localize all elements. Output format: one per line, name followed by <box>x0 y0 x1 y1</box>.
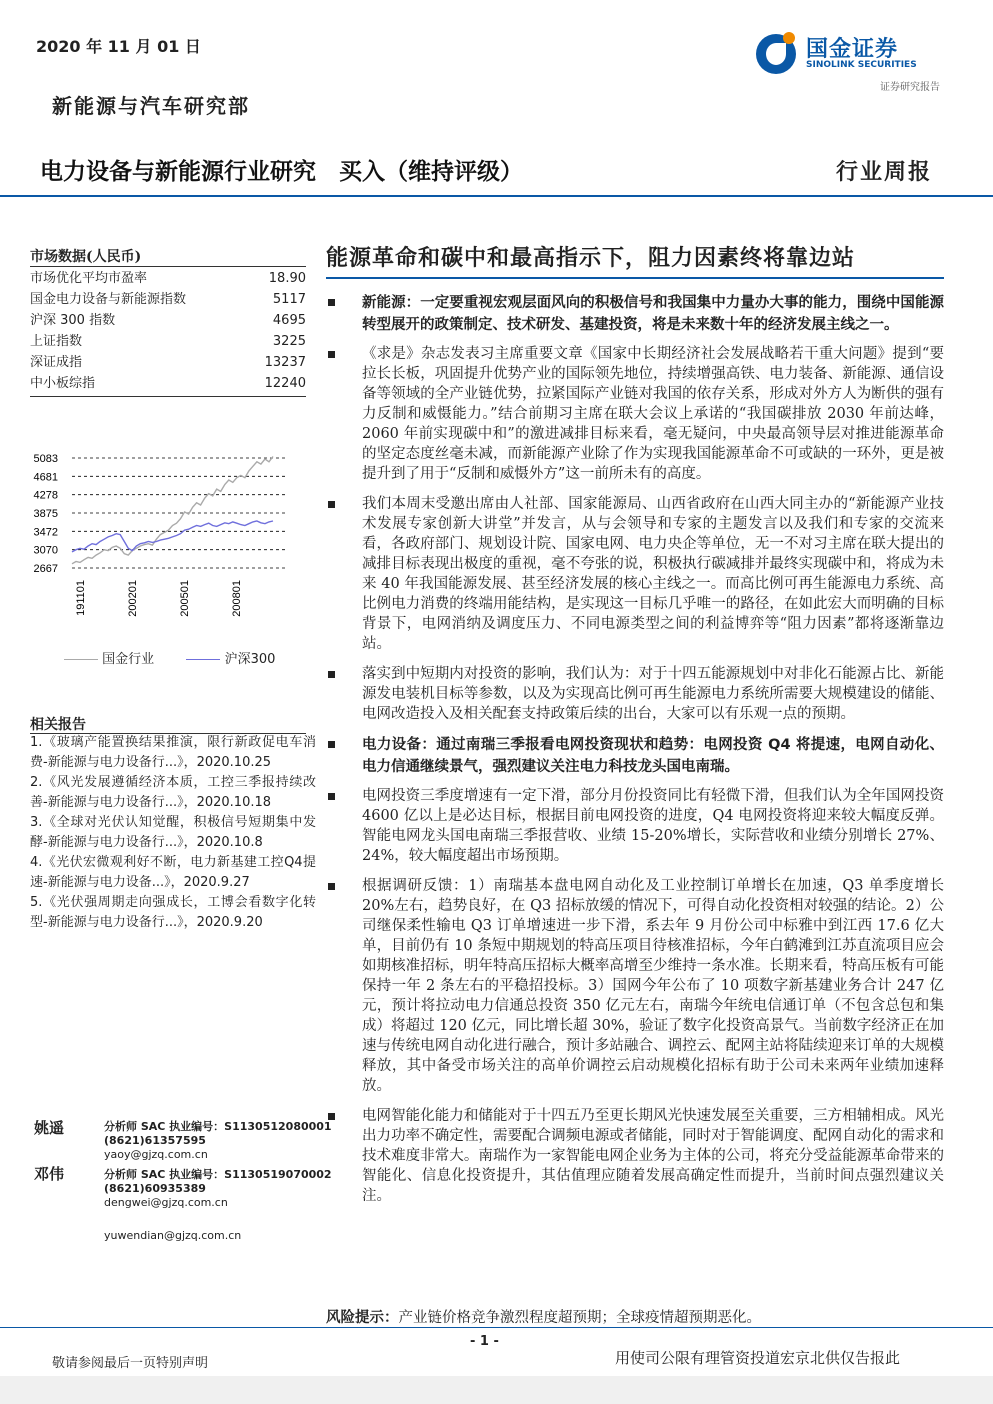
bullet-paragraph: 电力设备：通过南瑞三季报看电网投资现状和趋势：电网投资 Q4 将提速，电网自动化、电力信通继续景气，强烈建议关注电力科技龙头国电南瑞。 <box>326 734 944 778</box>
market-data-title: 市场数据(人民币) <box>30 249 142 265</box>
market-data-row: 国金电力设备与新能源指数 5117 <box>30 292 306 307</box>
analyst-email[interactable]: dengwei@gjzq.com.cn <box>104 1196 228 1209</box>
footer-disclaimer: 敬请参阅最后一页特别声明 <box>52 1356 209 1371</box>
related-reports-list <box>30 733 316 933</box>
series-line <box>72 457 273 564</box>
footer-divider <box>0 1327 993 1328</box>
bullet-paragraph: 根据调研反馈：1）南瑞基本盘电网自动化及工业控制订单增长在加速，Q3 单季度增长 20%左右，趋势良好，在 Q3 招标放缓的情况下，可得自动化投资相对较强的结论。2）公司继保柔性输电 Q3 订单增速进一步下滑，系去年 9 月份公司中标雅中到江西 17.6 亿大单，目前仍有 10 条短中期规划的特高压项目待核准招标，今年白鹤滩到江苏直流项目应会如期核准招标，明年特高压招标大概率高增至少维持一条水准。长期来看，特高压板有可能保持一年 2 条左右的平稳招投标。3）国网今年公布了 10 项数字新基建业务合计 247 亿元，预计将拉动电力信通总投资 350 亿元左右，南瑞今年统电信通订单（不包含总包和集成）将超过 120 亿元，同比增长超 30%，验证了数字化投资高景气。当前数字经济正在加速与传统电网自动化进行融合，预计多站融合、调控云、配网主站将陆续迎来订单的大规模释放，其中备受市场关注的高单价调控云启动规模化招标有助于公司未来两年业绩加速释放。 <box>326 876 944 1096</box>
brand-name-cn: 国金证券 <box>806 37 899 62</box>
y-tick-label: 4681 <box>33 471 58 484</box>
y-tick-label: 2667 <box>33 563 58 575</box>
contact-email[interactable]: yuwendian@gjzq.com.cn <box>104 1229 242 1242</box>
bullet-paragraph: 我们本周末受邀出席由人社部、国家能源局、山西省政府在山西大同主办的“新能源产业技术发展专家创新大讲堂”并发言，从与会领导和专家的主题发言以及我们和专家的交流来看，各政府部门、规划设计院、国家电网、电力央企等单位，无一不对习主席在联大提出的减排目标表现出极度的重视，毫不夸张的说，积极执行碳减排并最终实现碳中和，将成为未来 40 年我国能源发展、甚至经济发展的核心主线之一。而高比例可再生能源电力系统、高比例电力消费的终端用能结构，是实现这一目标几乎唯一的路径，在如此宏大而明确的目标背景下，电网消纳及调度压力、不同电源类型之间的利益博弈等“阻力因素”都将逐渐靠边站。 <box>326 494 944 654</box>
footer-watermark-text: 用使司公限有理管资投道宏京北供仅告报此 <box>615 1349 901 1367</box>
y-tick-label: 4278 <box>33 489 58 502</box>
analyst-info: 分析师 SAC 执业编号：S1130519070002 (8621)60935389 dengwei@gjzq.com.cn <box>104 1168 332 1209</box>
department: 新能源与汽车研究部 <box>52 94 250 118</box>
y-tick-label: 5083 <box>33 453 58 465</box>
y-tick-label: 3070 <box>33 544 58 557</box>
market-data-row: 深证成指 13237 <box>30 355 306 370</box>
analyst-email[interactable]: yaoy@gjzq.com.cn <box>104 1148 208 1161</box>
x-tick-label: 191101 <box>75 580 87 616</box>
main-content <box>326 292 944 1216</box>
market-data-rule-top <box>30 266 306 267</box>
main-title: 能源革命和碳中和最高指示下，阻力因素终将靠边站 <box>326 245 856 271</box>
legend-swatch-index <box>186 659 220 660</box>
footer-band <box>0 1376 993 1404</box>
market-data-table <box>30 268 306 394</box>
market-data-row: 沪深 300 指数 4695 <box>30 313 306 328</box>
analyst-name: 姚遥 <box>34 1119 65 1137</box>
page-number: - 1 - <box>470 1334 499 1349</box>
legend-swatch-industry <box>64 659 98 660</box>
bullet-paragraph: 电网智能化能力和储能对于十四五乃至更长期风光快速发展至关重要，三方相辅相成。风光出力功率不确定性，需要配合调频电源或者储能，同时对于智能调度、配网自动化的需求和技术难度非常大。南瑞作为一家智能电网企业务为主体的公司，将充分受益能源革命带来的智能化、信息化投资提升，其估值理应随着发展高确定性而提升，当前时间点强烈建议关注。 <box>326 1106 944 1206</box>
x-tick-label: 200801 <box>231 580 243 617</box>
brand-logo <box>756 32 946 92</box>
logo-mark-icon <box>756 34 796 74</box>
y-tick-label: 3875 <box>33 508 58 520</box>
market-data-rule-bottom <box>30 396 306 397</box>
related-reports-title: 相关报告 <box>30 717 86 733</box>
report-type: 行业周报 <box>836 159 933 185</box>
x-tick-label: 200501 <box>179 580 191 617</box>
analyst-name: 邓伟 <box>34 1165 65 1183</box>
header-divider <box>0 195 993 197</box>
related-report-link[interactable]: 4.《光伏宏微观利好不断，电力新基建工控Q4提速-新能源与电力设备...》，2020.9.27 <box>30 855 316 890</box>
y-tick-label: 3472 <box>33 526 58 539</box>
risk-label: 风险提示： <box>326 1309 399 1326</box>
x-tick-label: 200201 <box>127 580 139 617</box>
risk-text: 产业链价格竞争激烈程度超预期；全球疫情超预期恶化。 <box>398 1310 761 1326</box>
related-report-link[interactable]: 3.《全球对光伏认知觉醒，积极信号短期集中发酵-新能源与电力设备行...》，2020.10.8 <box>30 815 316 850</box>
market-data-row: 市场优化平均市盈率 18.90 <box>30 271 306 286</box>
market-data-row: 上证指数 3225 <box>30 334 306 349</box>
bullet-paragraph: 落实到中短期内对投资的影响，我们认为：对于十四五能源规划中对非化石能源占比、新能源发电装机目标等参数，以及为实现高比例可再生能源电力系统所需要大规模建设的储能、电网改造投入及相关配套支持政策后续的出台，大家可以有乐观一点的预期。 <box>326 664 944 724</box>
bullet-paragraph: 《求是》杂志发表习主席重要文章《国家中长期经济社会发展战略若干重大问题》提到“要拉长长板，巩固提升优势产业的国际领先地位，持续增强高铁、电力装备、新能源、通信设备等领域的全产业链优势，拉紧国际产业链对我国的依存关系，形成对外方人为断供的强有力反制和威慑能力。”结合前期习主席在联大会议上承诺的“我国碳排放 2030 年前达峰，2060 年前实现碳中和”的激进减排目标来看，毫无疑问，中央最高领导层对推进能源革命的坚定态度丝毫未减，而新能源产业除了作为实现我国能源革命不可或缺的一环外，更是被提升到了用于“反制和威慑外方”这一前所未有的高度。 <box>326 344 944 484</box>
brand-subtitle: 证券研究报告 <box>880 82 940 93</box>
main-title-rule <box>326 277 944 279</box>
headline: 电力设备与新能源行业研究 买入（维持评级） <box>40 159 523 185</box>
risk-note <box>326 1306 944 1327</box>
index-line-chart <box>30 440 290 635</box>
legend-label-index: 沪深300 <box>224 652 276 667</box>
bullet-paragraph: 新能源：一定要重视宏观层面风向的积极信号和我国集中力量办大事的能力，围绕中国能源转型展开的政策制定、技术研发、基建投资，将是未来数十年的经济发展主线之一。 <box>326 292 944 336</box>
legend-label-industry: 国金行业 <box>102 652 155 667</box>
chart-legend <box>64 648 275 667</box>
report-date: 2020 年 11 月 01 日 <box>36 37 201 56</box>
market-data-row: 中小板综指 12240 <box>30 376 306 391</box>
related-report-link[interactable]: 1.《玻璃产能置换结果推演，限行新政促电车消费-新能源与电力设备行...》，2020.10.25 <box>30 735 316 770</box>
analyst-info: 分析师 SAC 执业编号：S1130512080001 (8621)61357595 yaoy@gjzq.com.cn <box>104 1120 332 1161</box>
brand-name-en: SINOLINK SECURITIES <box>806 60 917 70</box>
related-report-link[interactable]: 2.《风光发展遵循经济本质，工控三季报持续改善-新能源与电力设备行...》，2020.10.18 <box>30 775 316 810</box>
related-report-link[interactable]: 5.《光伏强周期走向强成长，工博会看数字化转型-新能源与电力设备行...》，2020.9.20 <box>30 895 316 930</box>
bullet-paragraph: 电网投资三季度增速有一定下滑，部分月份投资同比有轻微下滑，但我们认为全年国网投资 4600 亿以上是必达目标，根据目前电网投资的进度，Q4 电网投资将迎来较大幅度反弹。智能电网龙头国电南瑞三季报营收、业绩 15-20%增长，实际营收和业绩分别增长 27%、24%，较大幅度超出市场预期。 <box>326 786 944 866</box>
